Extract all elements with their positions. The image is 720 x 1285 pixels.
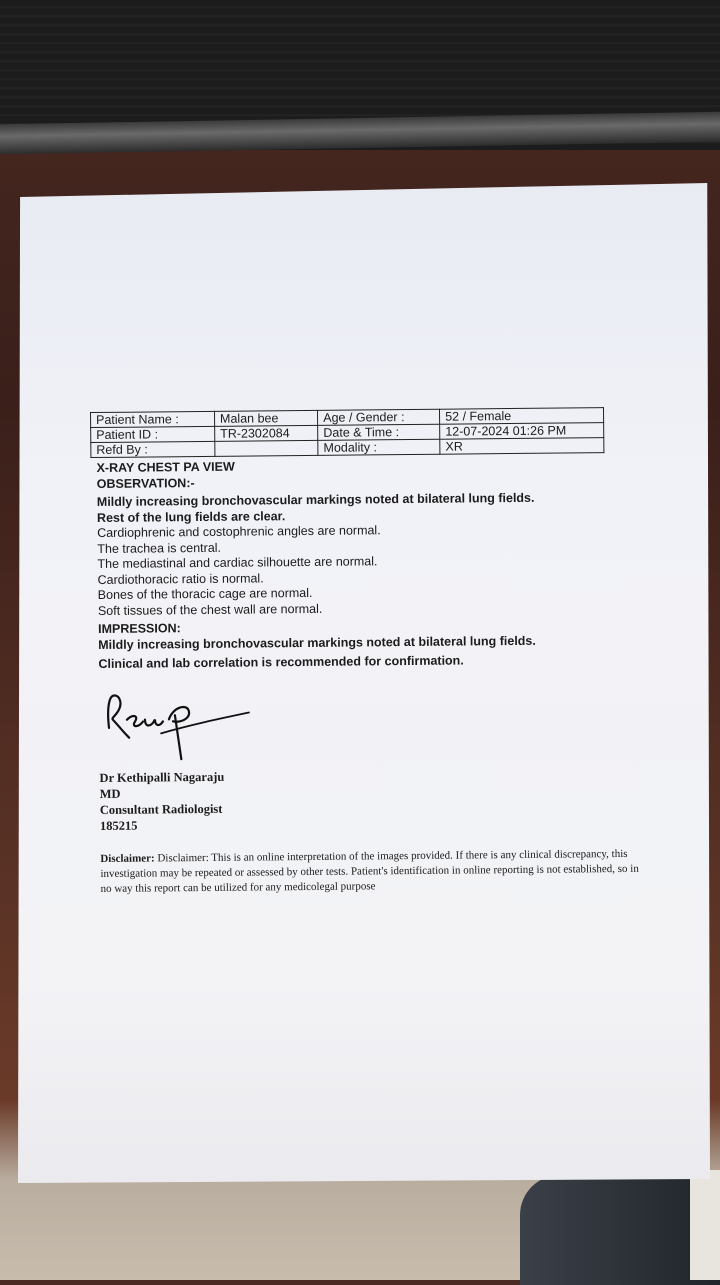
refd-by-value [215, 440, 318, 456]
observation-heading: OBSERVATION:- [96, 476, 195, 491]
patient-id-label: Patient ID : [91, 426, 215, 442]
patient-name-value: Malan bee [214, 410, 317, 426]
disclaimer-text: Disclaimer: This is an online interpretation of the images provided. If there is any clinical discrepancy, this investigation may be repeated or assessed by other tests. Patient's identification in online reporting is not established, so in no way this report can be utilized for any medicolegal purpose [100, 847, 639, 895]
date-time-label: Date & Time : [318, 424, 440, 440]
observation-line: Soft tissues of the chest wall are normal. [97, 601, 323, 618]
refd-by-label: Refd By : [91, 441, 215, 457]
doctor-title: Consultant Radiologist [99, 801, 223, 817]
impression-heading: IMPRESSION: [98, 621, 181, 636]
modality-label: Modality : [318, 439, 440, 455]
age-gender-value: 52 / Female [440, 408, 604, 425]
observation-line: Bones of the thoracic cage are normal. [97, 585, 313, 602]
impression-line: Mildly increasing bronchovascular markings noted at bilateral lung fields. [98, 633, 536, 652]
modality-value: XR [440, 438, 604, 455]
observation-line: Cardiophrenic and costophrenic angles are normal. [97, 523, 381, 540]
observation-line: The mediastinal and cardiac silhouette are normal. [97, 554, 378, 571]
doctor-name: Dr Kethipalli Nagaraju [99, 769, 225, 785]
report-content [96, 406, 701, 897]
signature-area [99, 674, 700, 770]
background-desk [690, 1170, 720, 1280]
handwritten-signature [99, 678, 260, 770]
disclaimer [100, 847, 640, 897]
date-time-value: 12-07-2024 01:26 PM [440, 423, 604, 440]
patient-info-table [90, 407, 604, 458]
patient-name-label: Patient Name : [91, 411, 215, 427]
doctor-degree: MD [99, 786, 121, 801]
doctor-reg-no: 185215 [99, 818, 138, 833]
report-title: X-RAY CHEST PA VIEW [96, 459, 235, 475]
impression-line: Clinical and lab correlation is recommended for confirmation. [98, 653, 464, 671]
observation-line: Cardiothoracic ratio is normal. [97, 570, 264, 587]
observation-bold-line: Rest of the lung fields are clear. [96, 509, 286, 525]
disclaimer-label: Disclaimer: [100, 852, 155, 865]
age-gender-label: Age / Gender : [318, 409, 440, 425]
patient-id-value: TR-2302084 [215, 425, 318, 441]
observation-line: The trachea is central. [97, 540, 222, 556]
observation-bold-line: Mildly increasing bronchovascular markings noted at bilateral lung fields. [96, 490, 535, 509]
